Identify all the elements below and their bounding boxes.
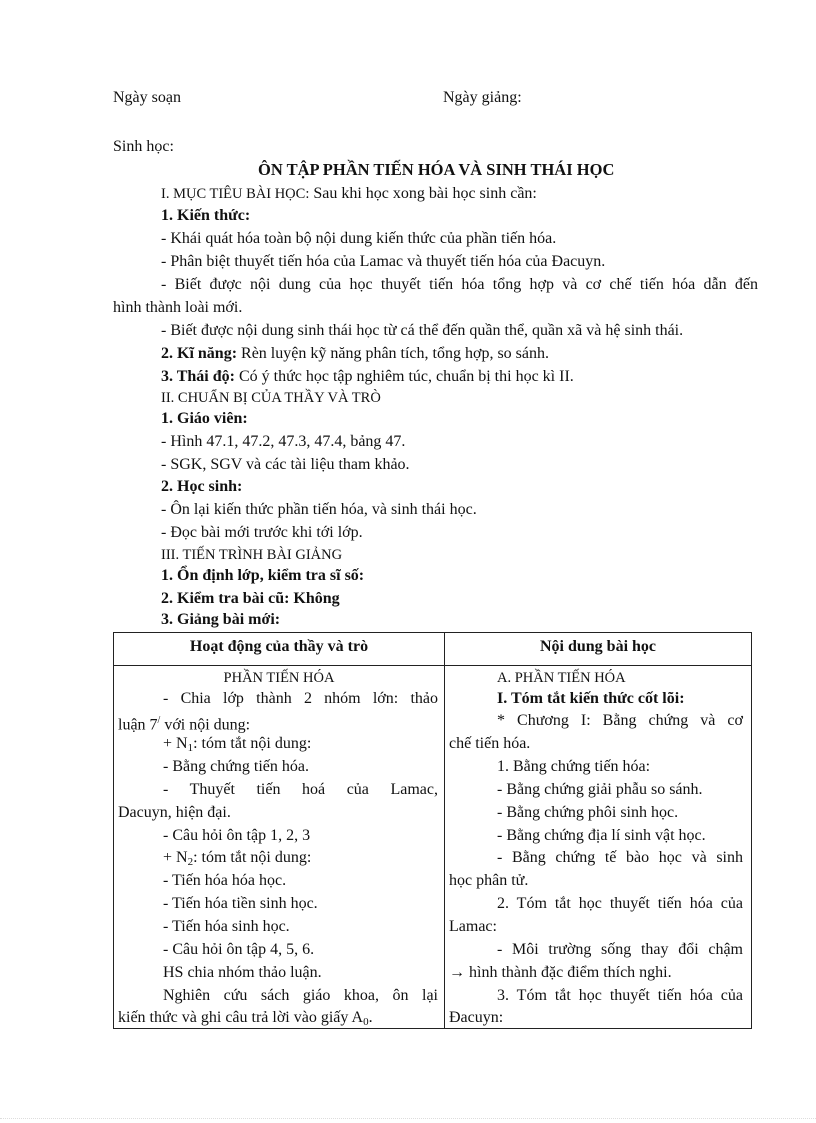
page-title: ÔN TẬP PHẦN TIẾN HÓA VÀ SINH THÁI HỌC	[258, 160, 615, 179]
right-line: - Bằng chứng tế bào học và sinh	[497, 849, 743, 866]
left-line: + $N_1$: tóm tắt nội dung:	[163, 735, 312, 754]
left-line: kiến thức và ghi câu trả lời vào giấy $A_0$.	[118, 1009, 373, 1028]
hoc-sinh-item: - Ôn lại kiến thức phần tiến hóa, và sinh thái học.	[161, 501, 477, 518]
step-item: 1. Ổn định lớp, kiểm tra sĩ số:	[161, 567, 365, 584]
hoc-sinh-item: - Đọc bài mới trước khi tới lớp.	[161, 524, 363, 541]
right-line: 2. Tóm tắt học thuyết tiến hóa của	[497, 895, 743, 912]
thai-do-text: Có ý thức học tập nghiêm túc, chuẩn bị thi học kì II.	[238, 368, 574, 385]
right-heading: I. Tóm tắt kiến thức cốt lõi:	[497, 690, 685, 707]
step-item: 3. Giảng bài mới:	[161, 611, 281, 628]
left-line: - Tiến hóa sinh học.	[163, 918, 290, 935]
right-line: 3. Tóm tắt học thuyết tiến hóa của	[497, 987, 743, 1004]
content-cell	[445, 666, 752, 1029]
thai-do-line	[161, 367, 574, 387]
kien-thuc-label: 1. Kiến thức:	[161, 207, 251, 224]
giao-vien-item: - Hình 47.1, 47.2, 47.3, 47.4, bảng 47.	[161, 433, 406, 450]
kien-thuc-item: - Khái quát hóa toàn bộ nội dung kiến thức của phần tiến hóa.	[161, 230, 557, 247]
left-line: - Câu hỏi ôn tập 4, 5, 6.	[163, 941, 315, 958]
right-line: - Bằng chứng giải phẫu so sánh.	[497, 781, 703, 798]
kien-thuc-item: - Biết được nội dung sinh thái học từ cá thể đến quần thể, quần xã và hệ sinh thái.	[161, 322, 684, 339]
right-line: 1. Bằng chứng tiến hóa:	[497, 758, 651, 775]
giao-vien-label: 1. Giáo viên:	[161, 410, 248, 427]
left-line: + $N_2$: tóm tắt nội dung:	[163, 849, 312, 868]
ngay-giang-label: Ngày giảng:	[443, 89, 522, 106]
left-line: - Tiến hóa hóa học.	[163, 872, 287, 889]
section1-intro: Sau khi học xong bài học sinh cần:	[313, 185, 537, 202]
right-line: - Bằng chứng địa lí sinh vật học.	[497, 827, 706, 844]
page-bottom-divider	[0, 1118, 816, 1119]
left-line: HS chia nhóm thảo luận.	[163, 964, 322, 981]
step-item: 2. Kiểm tra bài cũ: Không	[161, 590, 340, 607]
activity-cell	[114, 666, 445, 1029]
left-line: - Bằng chứng tiến hóa.	[163, 758, 309, 775]
subject-label: Sinh học:	[113, 138, 174, 155]
section2-heading: II. CHUẨN BỊ CỦA THẦY VÀ TRÒ	[161, 390, 381, 406]
ki-nang-label: 2. Kĩ năng:	[161, 345, 238, 362]
right-line: Đacuyn:	[449, 1009, 504, 1026]
right-line: học phân tử.	[449, 872, 529, 889]
ki-nang-text: Rèn luyện kỹ năng phân tích, tổng hợp, so sánh.	[241, 345, 549, 362]
ki-nang-line	[161, 344, 549, 364]
section1-line	[161, 184, 537, 204]
left-part-label: PHẦN TIẾN HÓA	[223, 670, 335, 686]
hoc-sinh-label: 2. Học sinh:	[161, 478, 243, 495]
left-line: - Thuyết tiến hoá của Lamac,	[163, 781, 438, 798]
table-header-activity: Hoạt động của thầy và trò	[114, 633, 445, 666]
right-part-label: A. PHẦN TIẾN HÓA	[497, 670, 626, 686]
kien-thuc-item: - Biết được nội dung của học thuyết tiến hóa tổng hợp và cơ chế tiến hóa dẫn đến	[161, 276, 758, 293]
thai-do-label: 3. Thái độ:	[161, 368, 235, 385]
right-line: Lamac:	[449, 918, 497, 935]
left-line: - Tiến hóa tiền sinh học.	[163, 895, 318, 912]
section3-heading: III. TIẾN TRÌNH BÀI GIẢNG	[161, 547, 343, 563]
right-line: * Chương I: Bằng chứng và cơ	[497, 712, 743, 729]
right-line: → hình thành đặc điểm thích nghi.	[449, 964, 672, 981]
right-line: chế tiến hóa.	[449, 735, 531, 752]
lesson-table	[113, 632, 752, 1029]
section1-heading: I. MỤC TIÊU BÀI HỌC:	[161, 186, 310, 202]
kien-thuc-item-cont: hình thành loài mới.	[113, 299, 243, 316]
right-line: - Môi trường sống thay đổi chậm	[497, 941, 743, 958]
right-line: - Bằng chứng phôi sinh học.	[497, 804, 679, 821]
left-line: Nghiên cứu sách giáo khoa, ôn lại	[163, 987, 438, 1004]
kien-thuc-item: - Phân biệt thuyết tiến hóa của Lamac và thuyết tiến hóa của Đacuyn.	[161, 253, 606, 270]
table-header-content: Nội dung bài học	[445, 633, 752, 666]
left-line: - Câu hỏi ôn tập 1, 2, 3	[163, 827, 311, 844]
left-line: Dacuyn, hiện đại.	[118, 804, 231, 821]
left-line: luận 7/ với nội dung:	[118, 715, 251, 734]
left-line: - Chia lớp thành 2 nhóm lớn: thảo	[163, 690, 438, 707]
giao-vien-item: - SGK, SGV và các tài liệu tham khảo.	[161, 456, 410, 473]
ngay-soan-label: Ngày soạn	[113, 89, 181, 106]
